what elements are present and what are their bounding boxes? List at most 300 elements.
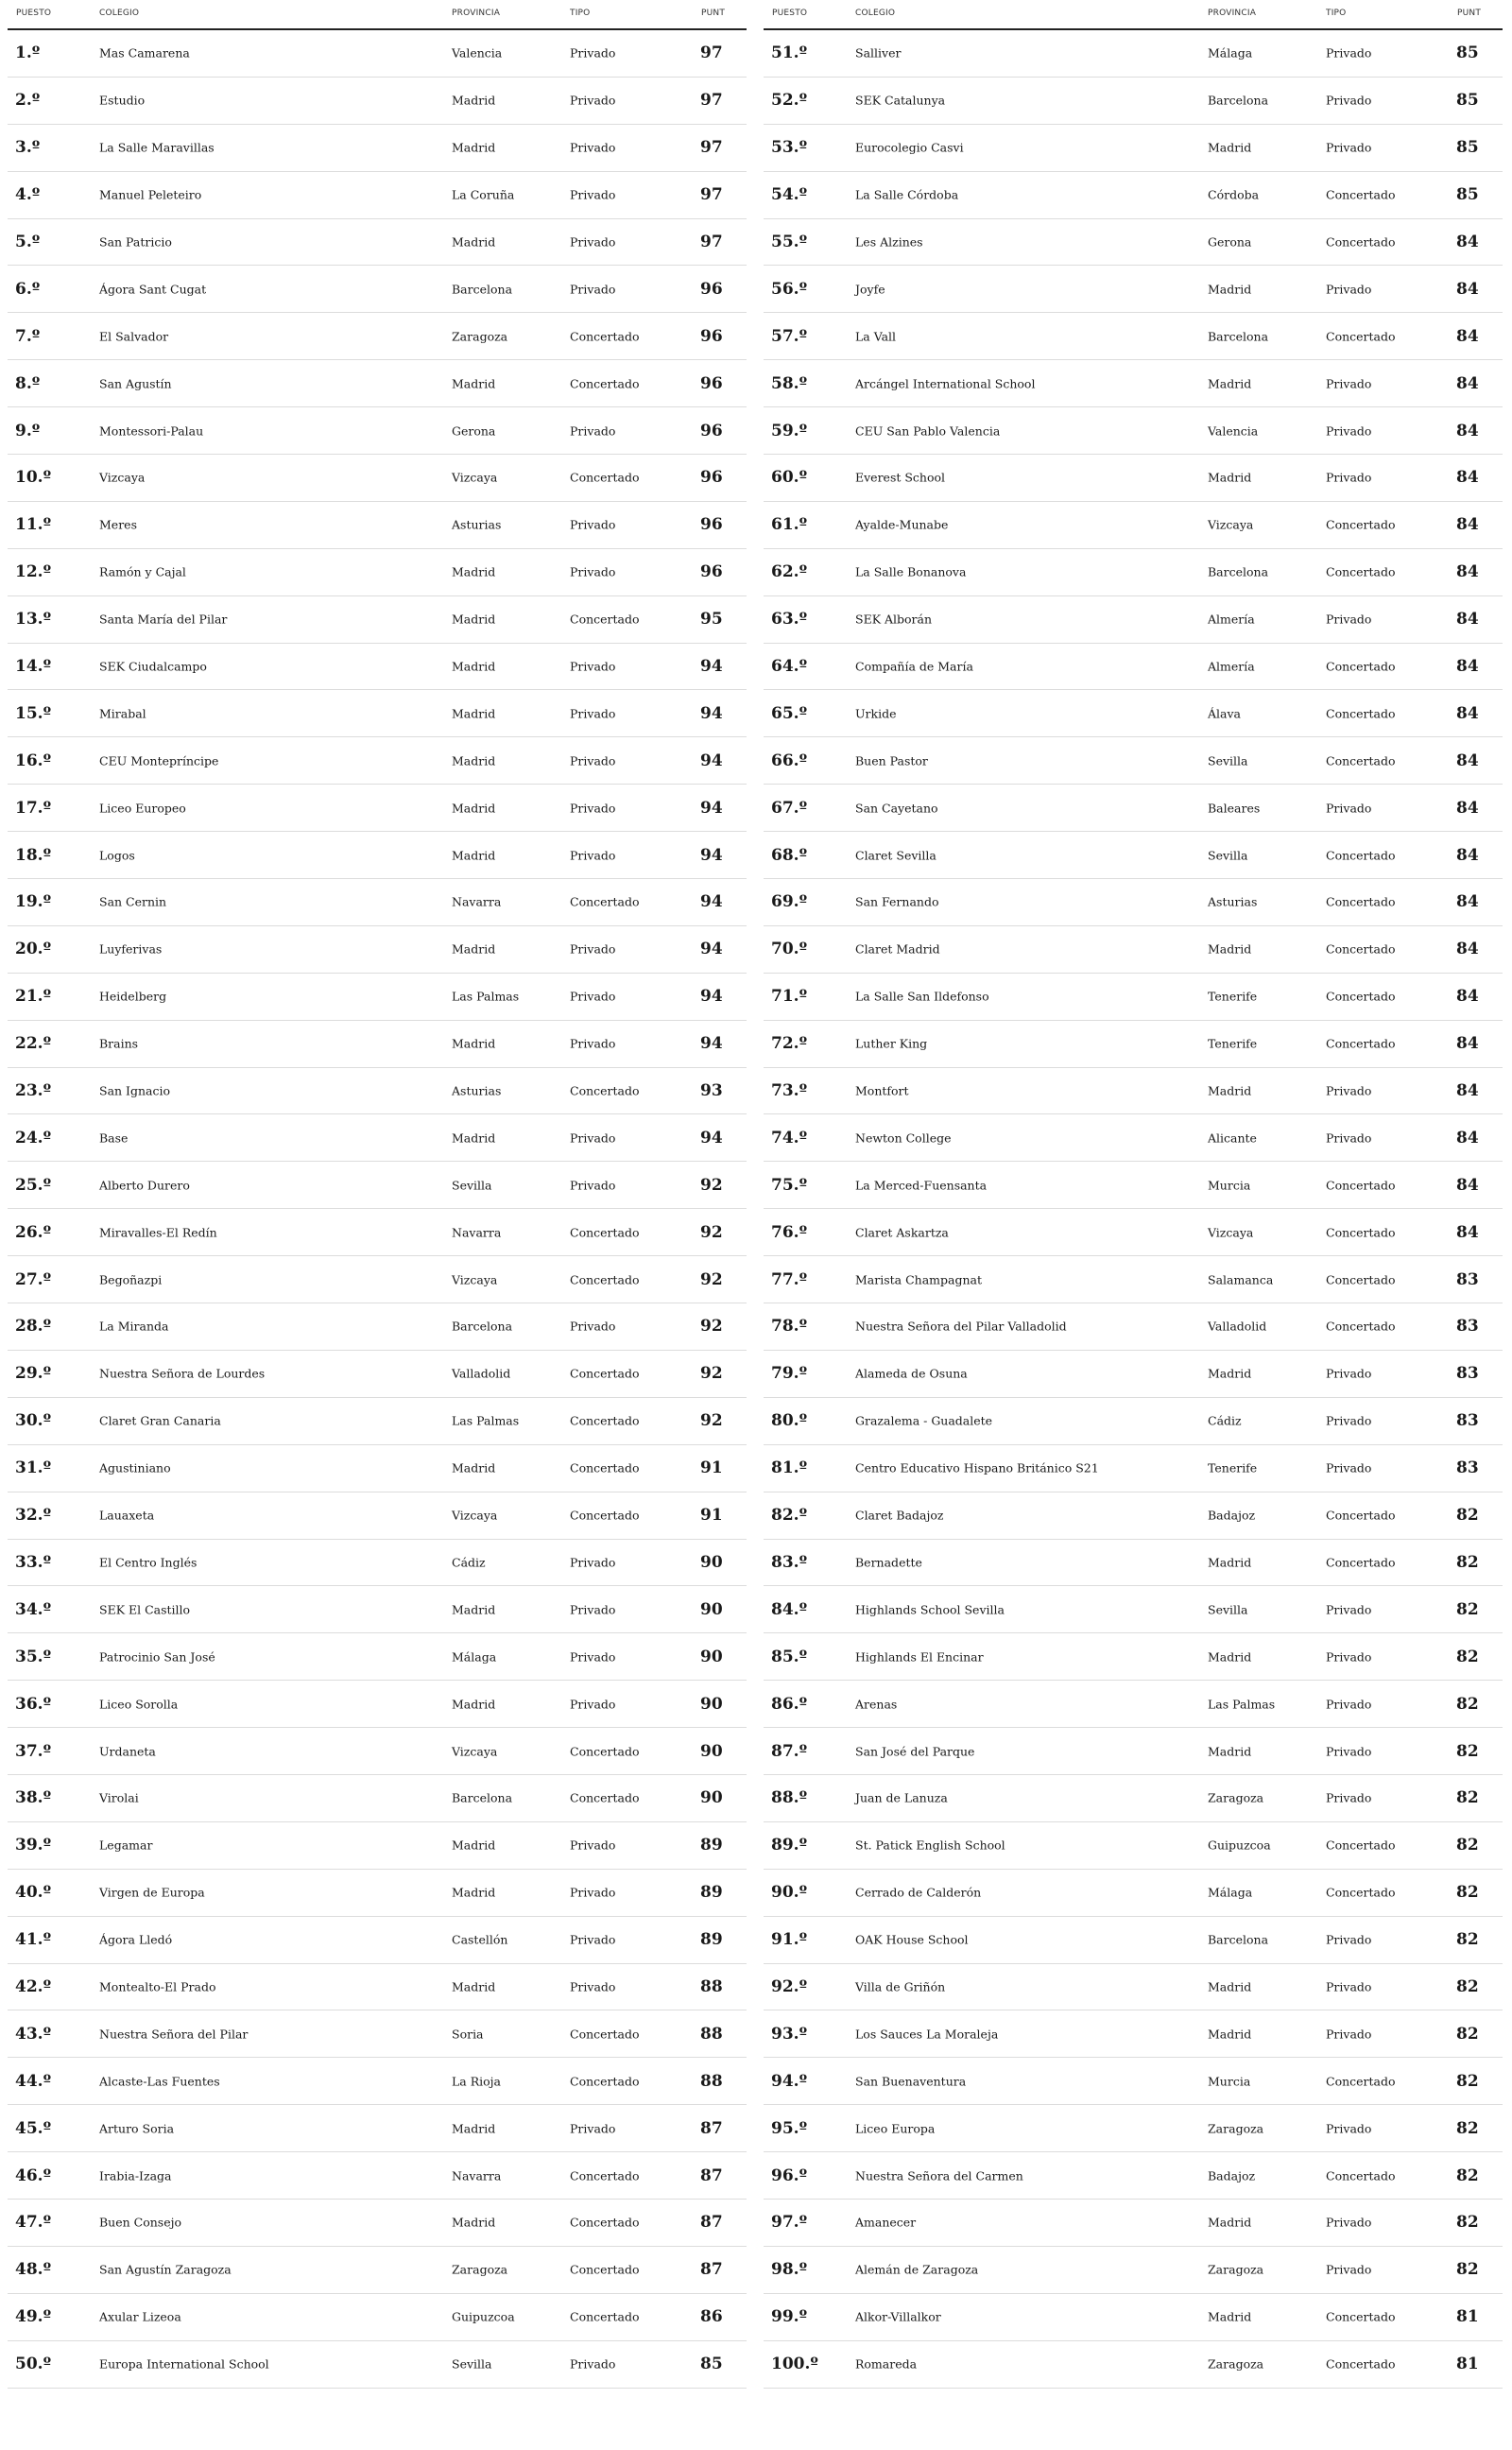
score-cell: 88 (700, 2071, 723, 2091)
table-row (764, 78, 1503, 125)
type-cell: Privado (570, 659, 616, 674)
header-rank: PUESTO (16, 9, 52, 18)
school-name-cell: San Patricio (99, 234, 172, 250)
score-cell: 89 (700, 1883, 723, 1903)
province-cell: Madrid (452, 659, 496, 674)
province-cell: Vizcaya (452, 1744, 498, 1758)
school-name-cell: La Salle Córdoba (855, 187, 959, 202)
province-cell: Madrid (452, 753, 496, 768)
table-row (764, 1586, 1503, 1633)
rank-cell: 42.º (15, 1976, 52, 1996)
type-cell: Privado (1326, 1790, 1372, 1805)
province-cell: Barcelona (452, 1790, 513, 1805)
school-name-cell: Claret Gran Canaria (99, 1413, 221, 1428)
province-cell: Murcia (1208, 1178, 1251, 1193)
score-cell: 84 (1456, 1175, 1479, 1195)
school-name-cell: CEU Montepríncipe (99, 753, 219, 768)
school-name-cell: Arcángel International School (855, 376, 1036, 391)
rank-cell: 66.º (771, 751, 808, 770)
province-cell: Barcelona (1208, 93, 1269, 108)
score-cell: 96 (700, 373, 723, 393)
table-row (8, 1822, 747, 1870)
rank-cell: 65.º (771, 703, 808, 723)
type-cell: Concertado (1326, 941, 1396, 957)
type-cell: Concertado (570, 894, 640, 909)
score-cell: 83 (1456, 1269, 1479, 1289)
header-type: TIPO (1326, 9, 1347, 18)
rank-cell: 63.º (771, 610, 808, 630)
type-cell: Privado (1326, 282, 1372, 297)
table-row (764, 1681, 1503, 1728)
score-cell: 92 (700, 1222, 723, 1242)
province-cell: Navarra (452, 894, 502, 909)
table-row (8, 172, 747, 219)
table-row (764, 2200, 1503, 2247)
province-cell: Cádiz (452, 1555, 486, 1570)
rank-cell: 82.º (771, 1506, 808, 1526)
type-cell: Concertado (1326, 2309, 1396, 2324)
province-cell: Madrid (452, 1460, 496, 1475)
table-row (764, 1870, 1503, 1917)
province-cell: Vizcaya (1208, 1225, 1254, 1240)
school-name-cell: Ágora Lledó (99, 1932, 173, 1947)
table-row (764, 1917, 1503, 1964)
school-name-cell: Base (99, 1130, 129, 1146)
rank-cell: 77.º (771, 1269, 808, 1289)
school-name-cell: San Agustín (99, 376, 172, 391)
province-cell: Barcelona (1208, 329, 1269, 344)
header-rank: PUESTO (772, 9, 808, 18)
school-name-cell: San Fernando (855, 894, 939, 909)
rank-cell: 52.º (771, 91, 808, 111)
score-cell: 84 (1456, 421, 1479, 440)
school-name-cell: Begoñazpi (99, 1272, 163, 1287)
rank-cell: 50.º (15, 2355, 52, 2374)
table-row (764, 502, 1503, 549)
rank-cell: 8.º (15, 373, 41, 393)
province-cell: Tenerife (1208, 989, 1258, 1004)
rank-cell: 85.º (771, 1647, 808, 1666)
rank-cell: 71.º (771, 987, 808, 1007)
school-name-cell: Buen Pastor (855, 753, 928, 768)
province-cell: Salamanca (1208, 1272, 1274, 1287)
header-province: PROVINCIA (1208, 9, 1257, 18)
type-cell: Privado (1326, 2121, 1372, 2136)
type-cell: Privado (570, 1319, 616, 1334)
province-cell: Madrid (452, 848, 496, 863)
rank-cell: 46.º (15, 2165, 52, 2185)
type-cell: Privado (570, 1979, 616, 1994)
province-cell: Madrid (452, 564, 496, 579)
score-cell: 94 (700, 657, 723, 677)
type-cell: Privado (570, 1932, 616, 1947)
header-type: TIPO (570, 9, 591, 18)
province-cell: Tenerife (1208, 1460, 1258, 1475)
score-cell: 83 (1456, 1411, 1479, 1431)
school-name-cell: La Miranda (99, 1319, 169, 1334)
school-name-cell: SEK Ciudalcampo (99, 659, 207, 674)
province-cell: Gerona (1208, 234, 1252, 250)
province-cell: Madrid (452, 801, 496, 816)
type-cell: Privado (1326, 1932, 1372, 1947)
type-cell: Privado (570, 93, 616, 108)
school-name-cell: Newton College (855, 1130, 952, 1146)
table-row (764, 879, 1503, 926)
score-cell: 87 (700, 2165, 723, 2185)
type-cell: Concertado (570, 1790, 640, 1805)
table-row (8, 1209, 747, 1256)
province-cell: Barcelona (452, 282, 513, 297)
province-cell: Cádiz (1208, 1413, 1242, 1428)
type-cell: Concertado (1326, 1508, 1396, 1523)
school-name-cell: Arenas (855, 1697, 898, 1712)
table-row (764, 1209, 1503, 1256)
rank-cell: 76.º (771, 1222, 808, 1242)
province-cell: Asturias (1208, 894, 1258, 909)
rank-cell: 11.º (15, 515, 52, 535)
table-row (8, 1492, 747, 1540)
rank-cell: 35.º (15, 1647, 52, 1666)
header-score: PUNT (701, 9, 726, 18)
school-name-cell: Claret Sevilla (855, 848, 936, 863)
province-cell: Madrid (1208, 1083, 1252, 1098)
rank-cell: 98.º (771, 2260, 808, 2280)
table-row (764, 2247, 1503, 2294)
rank-cell: 30.º (15, 1411, 52, 1431)
score-cell: 82 (1456, 1741, 1479, 1761)
table-row (764, 360, 1503, 407)
rank-cell: 74.º (771, 1128, 808, 1147)
province-cell: La Coruña (452, 187, 515, 202)
type-cell: Concertado (1326, 234, 1396, 250)
table-row (764, 2010, 1503, 2058)
province-cell: Málaga (1208, 1885, 1253, 1900)
rank-cell: 81.º (771, 1458, 808, 1478)
score-cell: 84 (1456, 940, 1479, 959)
rank-cell: 39.º (15, 1836, 52, 1855)
type-cell: Privado (1326, 1366, 1372, 1381)
score-cell: 94 (700, 845, 723, 865)
type-cell: Concertado (570, 1083, 640, 1098)
province-cell: Baleares (1208, 801, 1261, 816)
school-name-cell: Urdaneta (99, 1744, 156, 1758)
type-cell: Privado (1326, 801, 1372, 816)
table-row (764, 1822, 1503, 1870)
rank-cell: 18.º (15, 845, 52, 865)
school-name-cell: Virgen de Europa (99, 1885, 205, 1900)
type-cell: Concertado (1326, 2168, 1396, 2183)
ranking-table-left (8, 0, 747, 2389)
table-row (8, 78, 747, 125)
school-name-cell: Irabia-Izaga (99, 2168, 172, 2183)
school-name-cell: Marista Champagnat (855, 1272, 982, 1287)
rank-cell: 14.º (15, 657, 52, 677)
rank-cell: 61.º (771, 515, 808, 535)
table-row (8, 2247, 747, 2294)
rank-cell: 36.º (15, 1694, 52, 1714)
table-row (8, 2058, 747, 2105)
type-cell: Concertado (1326, 1555, 1396, 1570)
school-name-cell: Joyfe (855, 282, 885, 297)
score-cell: 90 (700, 1647, 723, 1666)
type-cell: Concertado (1326, 329, 1396, 344)
table-row (8, 455, 747, 502)
province-cell: Álava (1208, 706, 1241, 721)
school-name-cell: Centro Educativo Hispano Británico S21 (855, 1460, 1099, 1475)
school-name-cell: Montessori-Palau (99, 423, 204, 439)
score-cell: 82 (1456, 2024, 1479, 2044)
score-cell: 81 (1456, 2355, 1479, 2374)
table-row (764, 1964, 1503, 2011)
score-cell: 94 (700, 798, 723, 818)
score-cell: 84 (1456, 373, 1479, 393)
rank-cell: 47.º (15, 2213, 52, 2233)
school-name-cell: Romareda (855, 2356, 918, 2372)
type-cell: Privado (570, 1036, 616, 1051)
score-cell: 84 (1456, 1081, 1479, 1101)
score-cell: 82 (1456, 1599, 1479, 1619)
rank-cell: 89.º (771, 1836, 808, 1855)
rank-cell: 44.º (15, 2071, 52, 2091)
rank-cell: 90.º (771, 1883, 808, 1903)
province-cell: Barcelona (1208, 564, 1269, 579)
school-name-cell: Brains (99, 1036, 139, 1051)
table-row (8, 1870, 747, 1917)
table-row (764, 2294, 1503, 2341)
table-row (8, 926, 747, 974)
province-cell: Vizcaya (452, 470, 498, 485)
table-row (764, 2105, 1503, 2152)
school-name-cell: Nuestra Señora del Pilar Valladolid (855, 1319, 1067, 1334)
rank-cell: 32.º (15, 1506, 52, 1526)
table-row (764, 2152, 1503, 2200)
score-cell: 84 (1456, 892, 1479, 912)
type-cell: Concertado (570, 2027, 640, 2042)
school-name-cell: La Salle San Ildefonso (855, 989, 989, 1004)
table-row (8, 737, 747, 785)
rank-cell: 88.º (771, 1788, 808, 1808)
type-cell: Privado (570, 2121, 616, 2136)
score-cell: 87 (700, 2118, 723, 2138)
rank-cell: 94.º (771, 2071, 808, 2091)
province-cell: Madrid (452, 234, 496, 250)
rank-cell: 54.º (771, 185, 808, 205)
province-cell: Madrid (452, 140, 496, 155)
province-cell: Madrid (452, 2215, 496, 2230)
type-cell: Concertado (1326, 1225, 1396, 1240)
type-cell: Concertado (1326, 659, 1396, 674)
province-cell: Madrid (452, 376, 496, 391)
type-cell: Privado (570, 1130, 616, 1146)
rank-cell: 29.º (15, 1364, 52, 1384)
province-cell: Sevilla (452, 2356, 492, 2372)
table-row (764, 1068, 1503, 1115)
rank-cell: 97.º (771, 2213, 808, 2233)
province-cell: Sevilla (1208, 753, 1248, 768)
province-cell: Almería (1208, 659, 1255, 674)
type-cell: Privado (1326, 376, 1372, 391)
table-row (8, 1398, 747, 1445)
rank-cell: 5.º (15, 233, 41, 251)
type-cell: Concertado (570, 1460, 640, 1475)
province-cell: Madrid (1208, 1555, 1252, 1570)
type-cell: Privado (1326, 45, 1372, 60)
school-name-cell: Montealto-El Prado (99, 1979, 216, 1994)
type-cell: Concertado (1326, 1319, 1396, 1334)
rank-cell: 95.º (771, 2118, 808, 2138)
table-row (8, 219, 747, 267)
score-cell: 82 (1456, 1694, 1479, 1714)
rank-cell: 58.º (771, 373, 808, 393)
province-cell: Guipuzcoa (1208, 1838, 1271, 1853)
score-cell: 90 (700, 1599, 723, 1619)
score-cell: 88 (700, 1976, 723, 1996)
rank-cell: 9.º (15, 421, 41, 440)
type-cell: Concertado (570, 1272, 640, 1287)
school-name-cell: Meres (99, 517, 137, 532)
score-cell: 81 (1456, 2307, 1479, 2327)
rank-cell: 67.º (771, 798, 808, 818)
type-cell: Privado (570, 989, 616, 1004)
score-cell: 83 (1456, 1317, 1479, 1337)
rank-cell: 48.º (15, 2260, 52, 2280)
header-school: COLEGIO (99, 9, 140, 18)
school-name-cell: Bernadette (855, 1555, 922, 1570)
province-cell: Madrid (1208, 282, 1252, 297)
rank-cell: 55.º (771, 233, 808, 251)
school-name-cell: Les Alzines (855, 234, 923, 250)
type-cell: Privado (1326, 470, 1372, 485)
score-cell: 94 (700, 892, 723, 912)
table-row (8, 360, 747, 407)
score-cell: 94 (700, 1128, 723, 1147)
type-cell: Concertado (570, 1508, 640, 1523)
province-cell: Las Palmas (452, 989, 520, 1004)
type-cell: Concertado (570, 1413, 640, 1428)
school-name-cell: Claret Madrid (855, 941, 940, 957)
rank-cell: 33.º (15, 1552, 52, 1572)
province-cell: Soria (452, 2027, 484, 2042)
table-row (8, 1964, 747, 2011)
school-name-cell: Claret Askartza (855, 1225, 949, 1240)
rank-cell: 7.º (15, 326, 41, 346)
type-cell: Privado (1326, 2027, 1372, 2042)
rank-cell: 15.º (15, 703, 52, 723)
score-cell: 85 (1456, 138, 1479, 158)
rank-cell: 96.º (771, 2165, 808, 2185)
score-cell: 84 (1456, 610, 1479, 630)
province-cell: Zaragoza (1208, 1790, 1264, 1805)
province-cell: Valladolid (452, 1366, 511, 1381)
province-cell: Valencia (452, 45, 503, 60)
type-cell: Privado (1326, 1744, 1372, 1758)
type-cell: Privado (1326, 93, 1372, 108)
school-name-cell: Nuestra Señora del Carmen (855, 2168, 1023, 2183)
score-cell: 82 (1456, 1836, 1479, 1855)
province-cell: Vizcaya (452, 1508, 498, 1523)
table-row (764, 1114, 1503, 1162)
school-name-cell: Heidelberg (99, 989, 167, 1004)
province-cell: Zaragoza (1208, 2356, 1264, 2372)
school-name-cell: Liceo Europeo (99, 801, 186, 816)
province-cell: Guipuzcoa (452, 2309, 515, 2324)
table-row (764, 125, 1503, 172)
type-cell: Concertado (570, 329, 640, 344)
type-cell: Concertado (570, 2168, 640, 2183)
school-name-cell: OAK House School (855, 1932, 969, 1947)
rank-cell: 41.º (15, 1930, 52, 1950)
table-row (8, 1303, 747, 1351)
table-row (764, 974, 1503, 1021)
school-name-cell: Urkide (855, 706, 897, 721)
score-cell: 93 (700, 1081, 723, 1101)
score-cell: 94 (700, 703, 723, 723)
table-row (8, 1256, 747, 1303)
rank-cell: 2.º (15, 91, 41, 111)
school-name-cell: Salliver (855, 45, 902, 60)
rank-cell: 43.º (15, 2024, 52, 2044)
type-cell: Concertado (1326, 989, 1396, 1004)
school-name-cell: Mirabal (99, 706, 146, 721)
score-cell: 84 (1456, 751, 1479, 770)
type-cell: Privado (1326, 1649, 1372, 1665)
score-cell: 94 (700, 940, 723, 959)
table-row (8, 2294, 747, 2341)
school-name-cell: Liceo Europa (855, 2121, 936, 2136)
province-cell: Navarra (452, 1225, 502, 1240)
province-cell: Vizcaya (452, 1272, 498, 1287)
province-cell: Madrid (452, 612, 496, 627)
score-cell: 87 (700, 2260, 723, 2280)
type-cell: Concertado (570, 2074, 640, 2089)
score-cell: 87 (700, 2213, 723, 2233)
province-cell: Córdoba (1208, 187, 1260, 202)
province-cell: Madrid (452, 93, 496, 108)
province-cell: Madrid (452, 1036, 496, 1051)
score-cell: 84 (1456, 562, 1479, 582)
table-header (764, 0, 1503, 30)
score-cell: 84 (1456, 657, 1479, 677)
score-cell: 94 (700, 987, 723, 1007)
rank-cell: 6.º (15, 279, 41, 299)
table-row (8, 30, 747, 78)
score-cell: 91 (700, 1506, 723, 1526)
school-name-cell: La Merced-Fuensanta (855, 1178, 988, 1193)
province-cell: Madrid (452, 706, 496, 721)
table-row (764, 1351, 1503, 1398)
province-cell: Madrid (452, 1697, 496, 1712)
school-name-cell: Logos (99, 848, 135, 863)
school-name-cell: Ramón y Cajal (99, 564, 186, 579)
type-cell: Privado (570, 1178, 616, 1193)
province-cell: Madrid (1208, 376, 1252, 391)
rank-cell: 86.º (771, 1694, 808, 1714)
province-cell: Badajoz (1208, 1508, 1256, 1523)
table-row (764, 690, 1503, 737)
table-row (764, 737, 1503, 785)
score-cell: 84 (1456, 987, 1479, 1007)
school-name-cell: Grazalema - Guadalete (855, 1413, 993, 1428)
province-cell: Sevilla (452, 1178, 492, 1193)
score-cell: 91 (700, 1458, 723, 1478)
rank-cell: 68.º (771, 845, 808, 865)
type-cell: Concertado (1326, 1036, 1396, 1051)
rank-cell: 62.º (771, 562, 808, 582)
province-cell: Zaragoza (452, 2262, 508, 2277)
score-cell: 85 (1456, 43, 1479, 63)
province-cell: Madrid (1208, 2027, 1252, 2042)
rank-cell: 38.º (15, 1788, 52, 1808)
